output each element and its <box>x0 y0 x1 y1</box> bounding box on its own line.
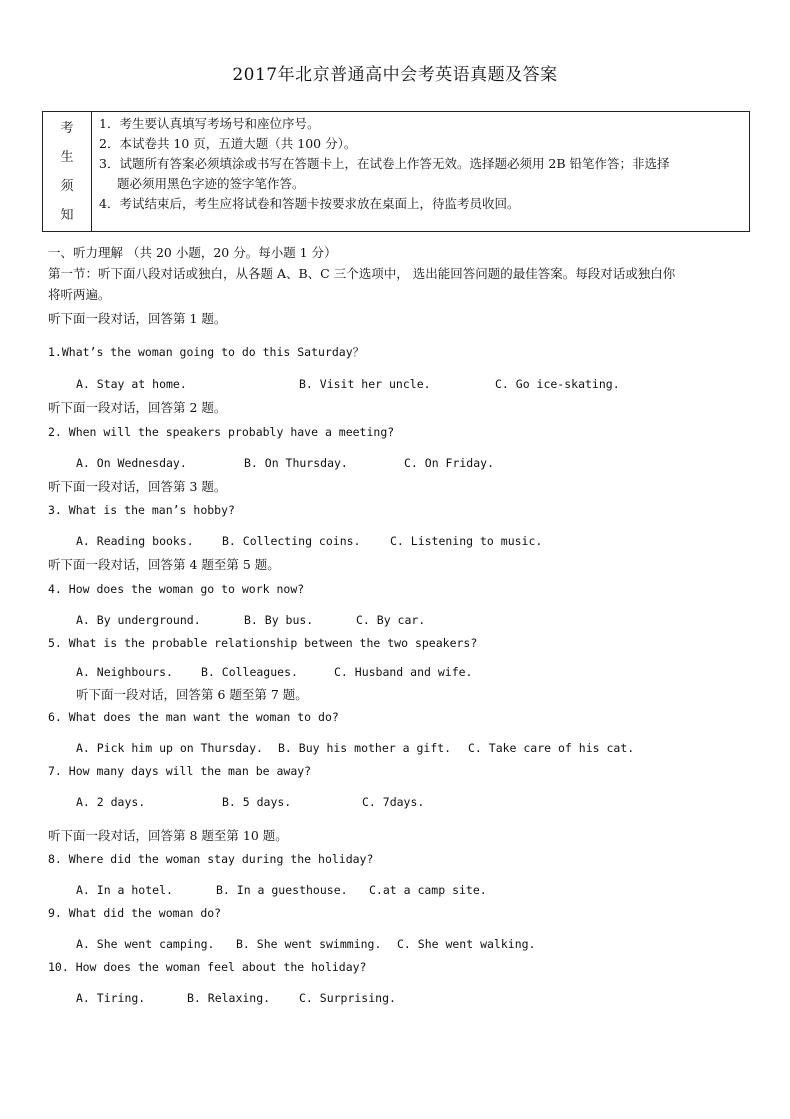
question-6: 6. What does the man want the woman to do? <box>48 710 339 724</box>
question-10: 10. How does the woman feel about the holiday? <box>48 960 367 974</box>
group-instruction: 听下面一段对话，回答第 2 题。 <box>48 400 227 415</box>
section-heading: 一、听力理解 （共 20 小题，20 分。每小题 1 分） <box>48 245 337 260</box>
option-10b: B. Relaxing. <box>187 991 271 1005</box>
option-7b: B. 5 days. <box>222 795 292 809</box>
option-6a: A. Pick him up on Thursday. <box>76 741 263 755</box>
option-1b: B. Visit her uncle. <box>299 377 431 391</box>
option-9c: C. She went walking. <box>397 937 536 951</box>
question-8: 8. Where did the woman stay during the holiday? <box>48 852 374 866</box>
option-2b: B. On Thursday. <box>244 456 348 470</box>
group-instruction: 听下面一段对话，回答第 4 题至第 5 题。 <box>48 557 280 572</box>
option-2a: A. On Wednesday. <box>76 456 187 470</box>
option-8c: C.at a camp site. <box>369 883 487 897</box>
notice-item-2: 2．本试卷共 10 页，五道大题（共 100 分）。 <box>99 136 357 151</box>
notice-box <box>42 111 750 232</box>
section-intro-cont: 将听两遍。 <box>48 287 111 302</box>
notice-header-char: 须 <box>60 179 74 194</box>
option-4c: C. By car. <box>356 613 426 627</box>
group-instruction: 听下面一段对话，回答第 6 题至第 7 题。 <box>76 687 308 702</box>
section-intro: 第一节：听下面八段对话或独白，从各题 A、B、C 三个选项中， 选出能回答问题的最佳答案。每段对话或独白你 <box>48 266 676 281</box>
option-9b: B. She went swimming. <box>236 937 382 951</box>
notice-item-4: 4．考试结束后，考生应将试卷和答题卡按要求放在桌面上，待监考员收回。 <box>99 196 520 211</box>
option-4b: B. By bus. <box>244 613 314 627</box>
question-3: 3. What is the man’s hobby? <box>48 503 235 517</box>
option-3b: B. Collecting coins. <box>222 534 361 548</box>
option-3a: A. Reading books. <box>76 534 194 548</box>
option-7a: A. 2 days. <box>76 795 146 809</box>
question-7: 7. How many days will the man be away? <box>48 764 312 778</box>
option-6b: B. Buy his mother a gift. <box>278 741 452 755</box>
option-6c: C. Take care of his cat. <box>468 741 635 755</box>
group-instruction: 听下面一段对话，回答第 8 题至第 10 题。 <box>48 828 288 843</box>
option-7c: C. 7days. <box>362 795 425 809</box>
notice-item-1: 1．考生要认真填写考场号和座位序号。 <box>99 116 320 131</box>
notice-header-char: 考 <box>60 121 74 136</box>
notice-header-char: 生 <box>60 150 74 165</box>
question-1: 1.What’s the woman going to do this Saturday？ <box>48 345 365 359</box>
question-2: 2. When will the speakers probably have a meeting? <box>48 425 395 439</box>
option-4a: A. By underground. <box>76 613 201 627</box>
option-8a: A. In a hotel. <box>76 883 173 897</box>
option-5a: A. Neighbours. <box>76 665 173 679</box>
notice-header <box>43 112 92 232</box>
option-5b: B. Colleagues. <box>201 665 298 679</box>
group-instruction: 听下面一段对话，回答第 1 题。 <box>48 311 227 326</box>
option-1a: A. Stay at home. <box>76 377 187 391</box>
notice-header-char: 知 <box>60 208 74 223</box>
option-9a: A. She went camping. <box>76 937 215 951</box>
option-5c: C. Husband and wife. <box>334 665 473 679</box>
option-10c: C. Surprising. <box>299 991 396 1005</box>
option-8b: B. In a guesthouse. <box>216 883 348 897</box>
question-9: 9. What did the woman do? <box>48 906 222 920</box>
option-1c: C. Go ice-skating. <box>495 377 620 391</box>
group-instruction: 听下面一段对话，回答第 3 题。 <box>48 479 227 494</box>
option-3c: C. Listening to music. <box>390 534 543 548</box>
notice-item-3: 3．试题所有答案必须填涂或书写在答题卡上，在试卷上作答无效。选择题必须用 2B 铅笔作答；非选择 <box>99 156 670 171</box>
notice-items <box>92 112 750 232</box>
page-title: 2017年北京普通高中会考英语真题及答案 <box>232 65 558 85</box>
option-10a: A. Tiring. <box>76 991 146 1005</box>
question-5: 5. What is the probable relationship between the two speakers? <box>48 636 478 650</box>
notice-item-3-cont: 题必须用黑色字迹的签字笔作答。 <box>117 176 305 191</box>
question-4: 4. How does the woman go to work now? <box>48 582 305 596</box>
option-2c: C. On Friday. <box>404 456 495 470</box>
